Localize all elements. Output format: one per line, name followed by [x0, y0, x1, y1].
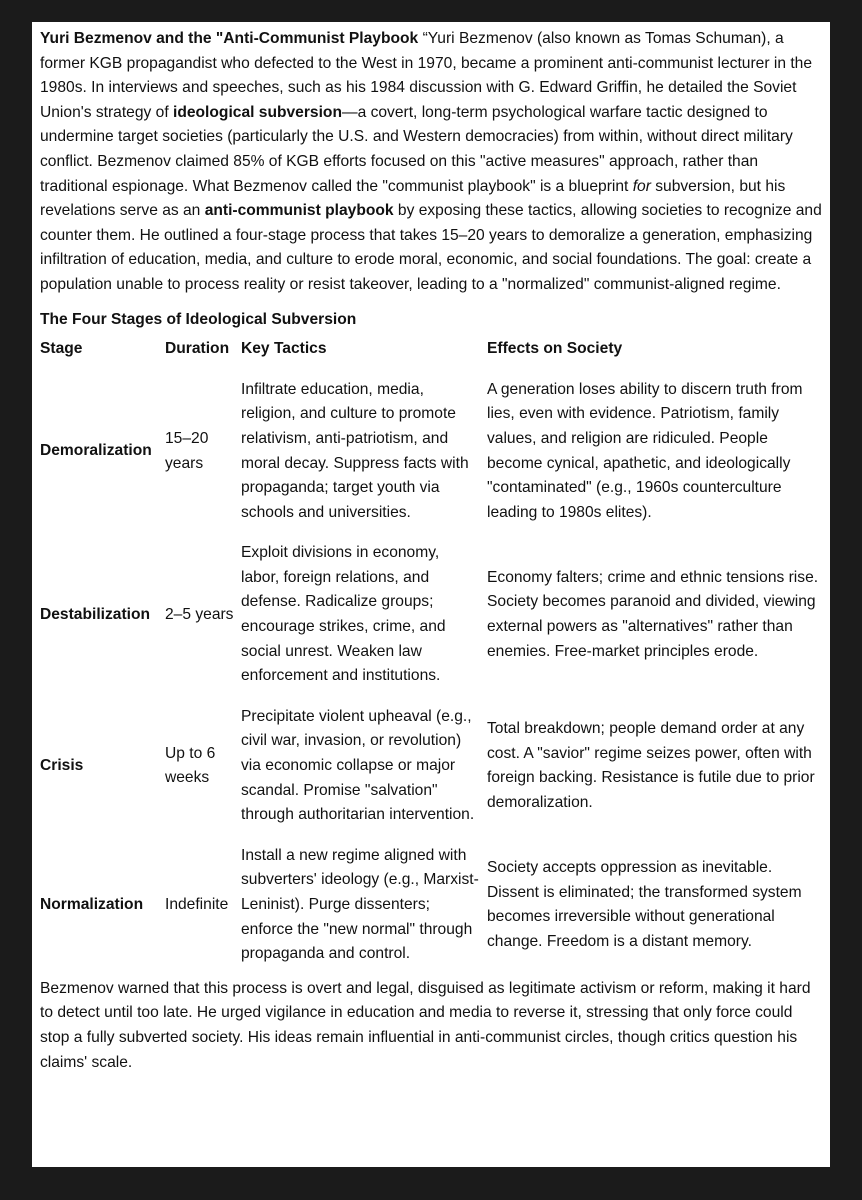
- table-row: [40, 370, 826, 534]
- intro-bold-anti-communist-playbook: anti-communist playbook: [204, 202, 394, 220]
- intro-paragraph: [40, 27, 822, 298]
- tactics-cell: Infiltrate education, media, religion, and culture to promote relativism, anti-patriotism, and moral decay. Suppress facts with propaganda; target youth via schools and universities.: [241, 380, 469, 521]
- duration-cell: Up to 6 weeks: [165, 744, 216, 787]
- effects-cell: Total breakdown; people demand order at any cost. A "savior" regime seizes power, often with foreign backing. Resistance is futile due to prior demoralization.: [487, 720, 815, 811]
- header-duration: Duration: [165, 340, 230, 358]
- duration-cell: 15–20 years: [165, 429, 209, 472]
- tactics-cell: Precipitate violent upheaval (e.g., civil war, invasion, or revolution) via economic collapse or major scandal. Promise "salvation" through authoritarian intervention.: [241, 707, 475, 824]
- table-row: [40, 836, 826, 975]
- intro-text-2: —a covert, long-term psychological warfare tactic designed to undermine target societies (particularly the U.S. and Western democracies) from within, without direct military conflict. Bezmenov claimed 85% of KGB efforts focused on this "active measures" approach, rather than traditional espionage. What Bezmenov called the "communist playbook" is a blueprint: [40, 103, 793, 195]
- closing-paragraph: Bezmenov warned that this process is overt and legal, disguised as legitimate activism or reform, making it hard to detect until too late. He urged vigilance in education and media to reverse it, stressing that only force could stop a fully subverted society. His ideas remain influential in anti-communist circles, though critics question his claims' scale.: [40, 979, 811, 1071]
- duration-cell: 2–5 years: [165, 605, 234, 623]
- header-key-tactics: Key Tactics: [241, 340, 327, 358]
- intro-title: Yuri Bezmenov and the "Anti-Communist Playbook: [40, 30, 419, 47]
- stage-cell: Destabilization: [40, 605, 151, 623]
- stage-cell: Demoralization: [40, 442, 152, 460]
- stage-cell: Crisis: [40, 757, 84, 775]
- stage-cell: Normalization: [40, 896, 144, 913]
- table-row: [40, 697, 826, 836]
- header-effects: Effects on Society: [487, 340, 623, 358]
- table-header-row: [40, 336, 826, 370]
- intro-bold-ideological-subversion: ideological subversion: [173, 103, 342, 121]
- top-dark-bar: [0, 0, 862, 22]
- stages-table: [40, 336, 826, 975]
- effects-cell: Society accepts oppression as inevitable. Dissent is eliminated; the transformed system becomes irreversible without generational change. Freedom is a distant memory.: [487, 859, 802, 950]
- header-stage: Stage: [40, 340, 83, 358]
- intro-italic-for: for: [632, 177, 651, 195]
- table-row: [40, 533, 826, 697]
- document-page: [32, 22, 830, 1167]
- intro-text-3: subversion, but his revelations serve as an: [40, 177, 786, 220]
- tactics-cell: Install a new regime aligned with subverters' ideology (e.g., Marxist-Leninist). Purge dissenters; enforce the "new normal" through propaganda and control.: [241, 846, 479, 963]
- intro-text-1: “Yuri Bezmenov (also known as Tomas Schuman), a former KGB propagandist who defected to the West in 1970, became a prominent anti-communist lecturer in the 1980s. In interviews and speeches, such as his 1984 discussion with G. Edward Griffin, he detailed the Soviet Union's strategy of: [40, 30, 813, 121]
- tactics-cell: Exploit divisions in economy, labor, foreign relations, and defense. Radicalize groups; encourage strikes, crime, and social unrest. Weaken law enforcement and institutions.: [241, 544, 446, 685]
- bottom-dark-bar: [0, 1167, 862, 1200]
- duration-cell: Indefinite: [165, 896, 229, 913]
- intro-text-4: by exposing these tactics, allowing societies to recognize and counter them. He outlined a four-stage process that takes 15–20 years to demoralize a generation, emphasizing infiltration of education, media, and culture to erode moral, economic, and social foundations. The goal: create a population unable to process reality or resist takeover, leading to a "normalized" communist-aligned regime.: [40, 202, 822, 293]
- effects-cell: Economy falters; crime and ethnic tensions rise. Society becomes paranoid and divided, viewing external powers as "alternatives" rather than enemies. Free-market principles erode.: [487, 568, 819, 660]
- section-title: The Four Stages of Ideological Subversion: [40, 310, 357, 328]
- effects-cell: A generation loses ability to discern truth from lies, even with evidence. Patriotism, family values, and religion are ridiculed. People become cynical, apathetic, and ideologically "contaminated" (e.g., 1960s counterculture leading to 1980s elites).: [487, 380, 803, 521]
